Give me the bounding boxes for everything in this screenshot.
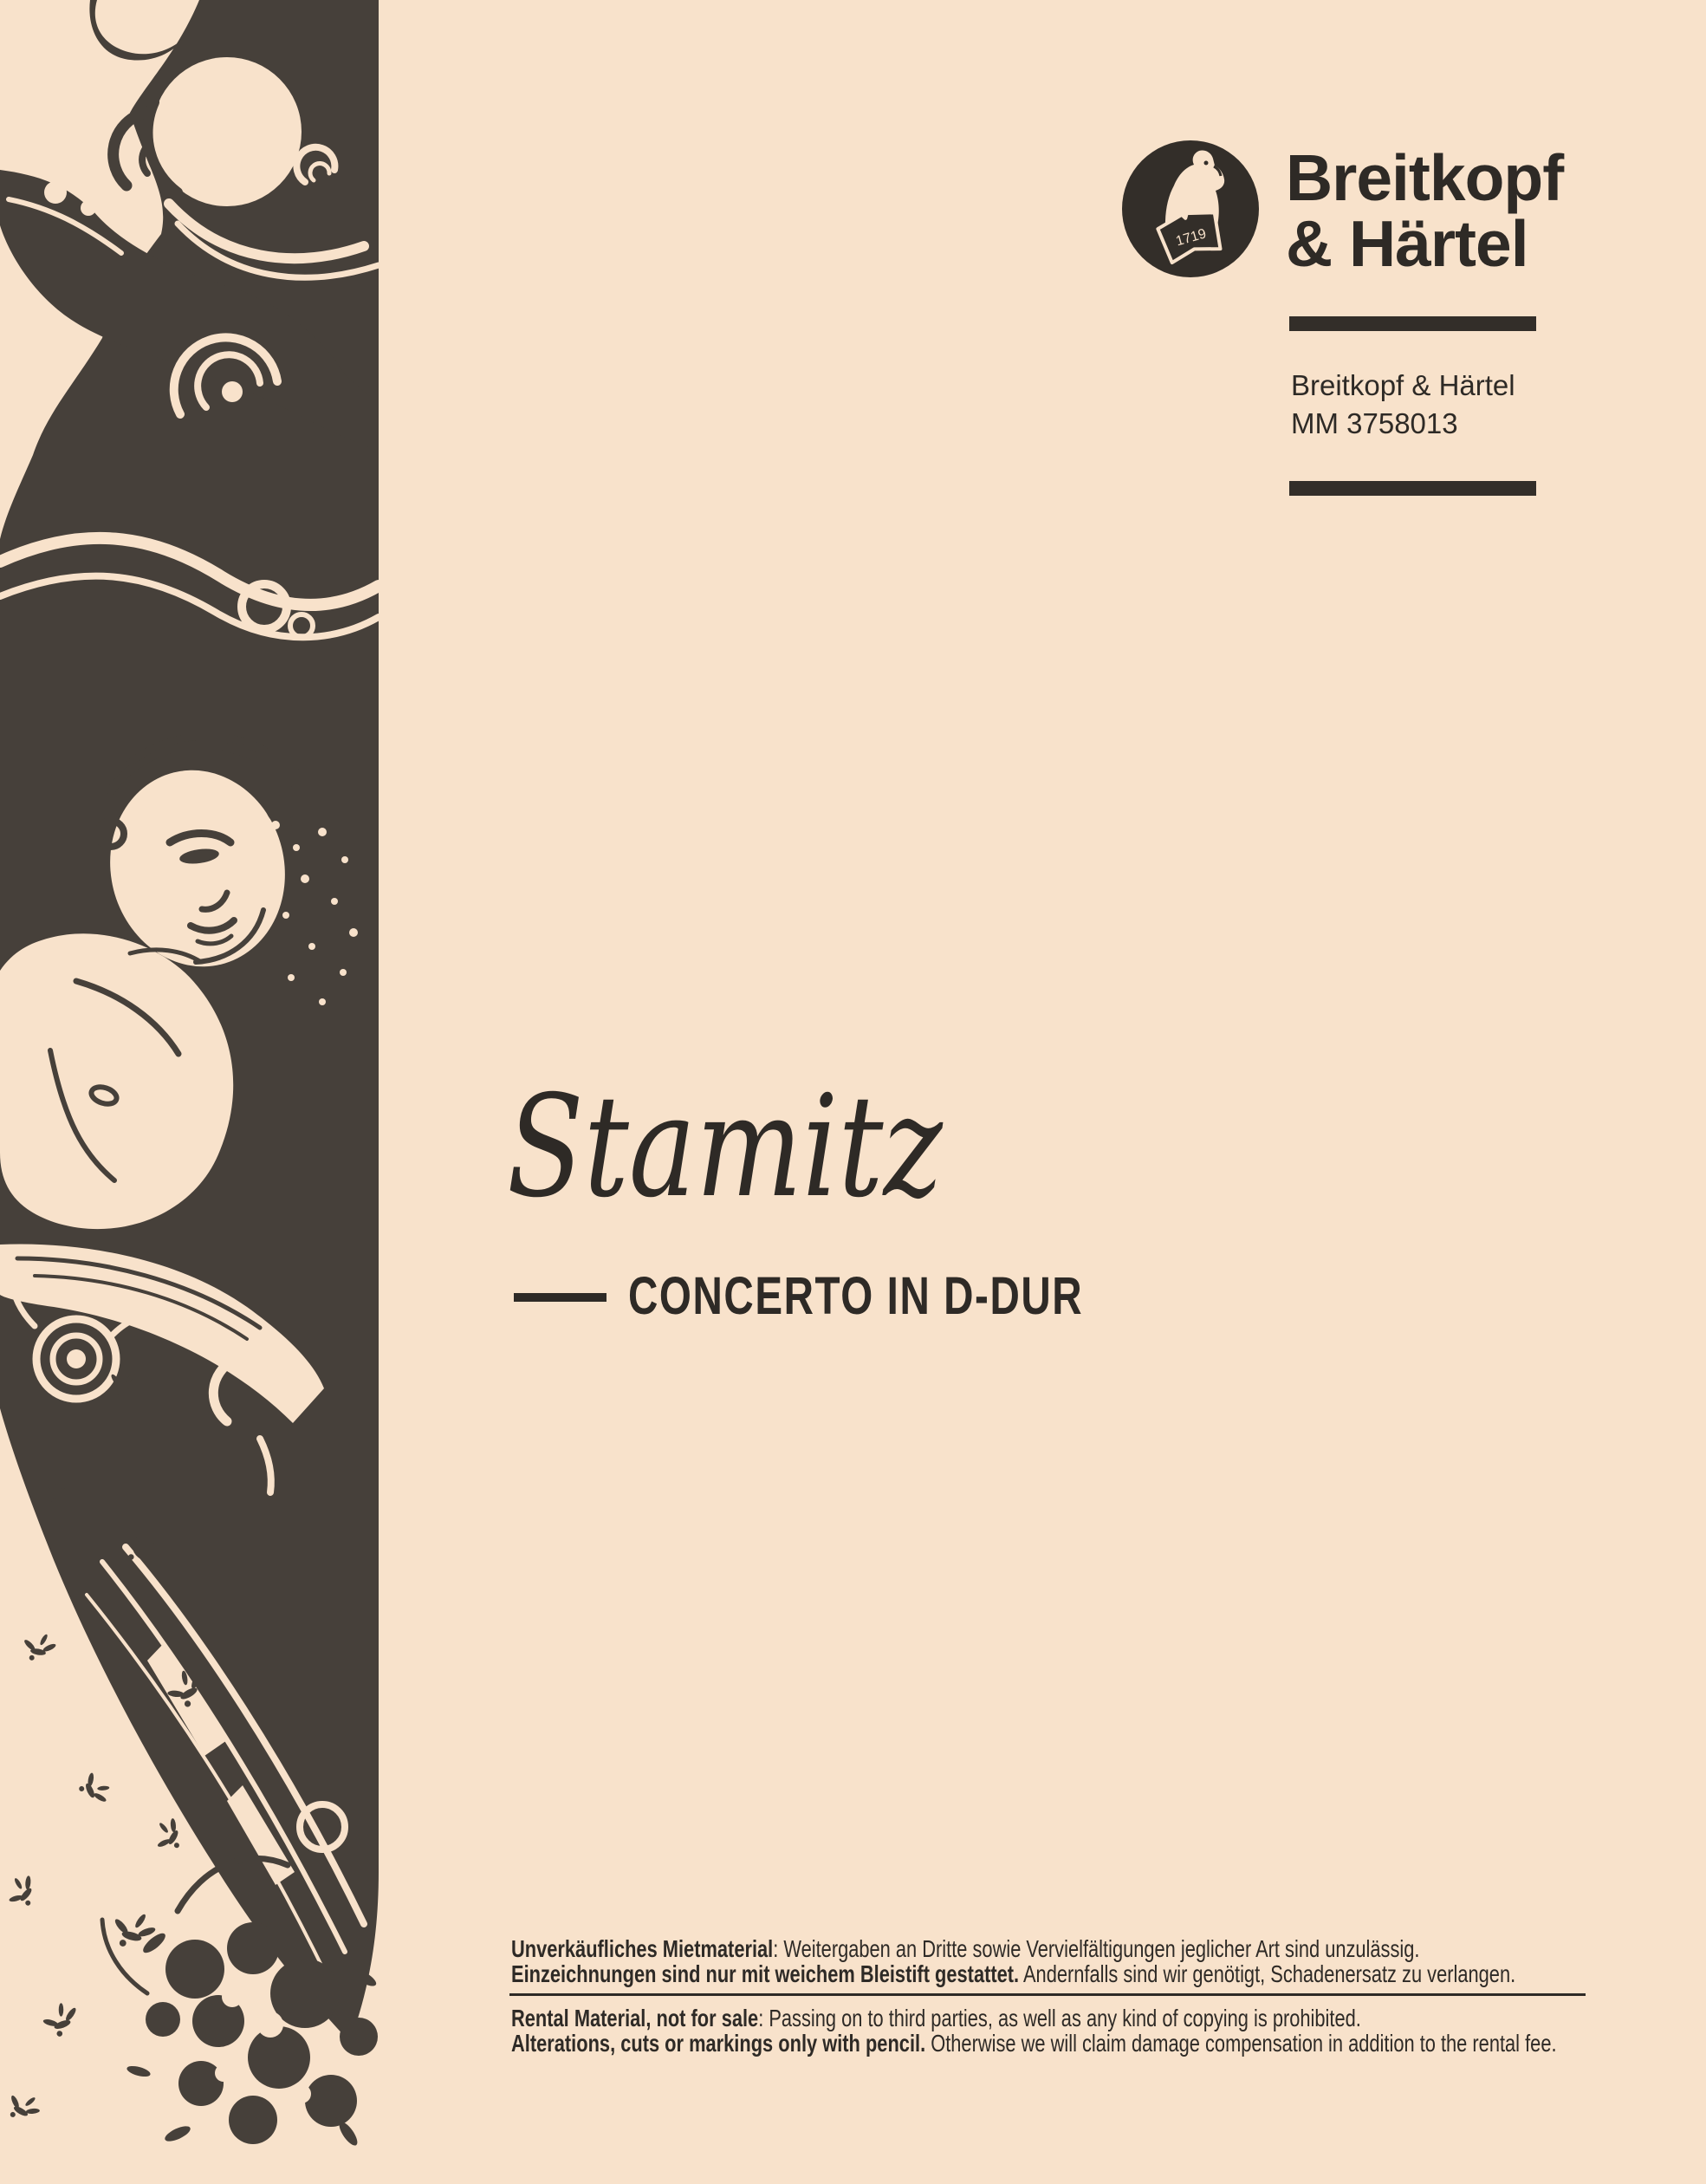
notice-line [511,2031,1557,2056]
divider-bar-bottom [1289,481,1536,496]
baroque-ornament [0,0,381,2184]
notice-rest: : Passing on to third parties, as well as any kind of copying is prohibited. [758,2005,1361,2031]
notice-rest: : Weitergaben an Dritte sowie Vervielfältigungen jeglicher Art sind unzulässig. [773,1935,1420,1962]
composer-title: Stamitz [507,1066,943,1229]
notice-lead: Einzeichnungen sind nur mit weichem Bleistift gestattet. [511,1960,1020,1987]
imprint-block [1291,367,1515,443]
work-title: CONCERTO IN D-DUR [628,1266,1084,1325]
divider-bar-top [1289,316,1536,331]
rental-notice-english [511,2005,1706,2056]
notice-lead: Alterations, cuts or markings only with pencil. [511,2030,926,2057]
notice-divider-rule [509,1993,1586,1996]
logo-year: 1719 [1174,226,1209,250]
logo-wordmark-line1: Breitkopf [1286,141,1564,214]
bear-logo-icon [1122,140,1259,277]
notice-line [511,1961,1515,1986]
imprint-publisher: Breitkopf & Härtel [1291,369,1515,401]
notice-rest: Otherwise we will claim damage compensation in addition to the rental fee. [925,2030,1557,2057]
notice-rest: Andernfalls sind wir genötigt, Schadenersatz zu verlangen. [1019,1960,1516,1987]
title-dash [514,1293,607,1302]
notice-lead: Unverkäufliches Mietmaterial [511,1935,774,1962]
notice-line [511,2005,1557,2031]
rental-notice-german [511,1936,1706,1986]
logo-wordmark-line2: & Härtel [1286,207,1528,280]
notice-line [511,1936,1515,1961]
imprint-catalog-number: MM 3758013 [1291,407,1458,439]
logo-wordmark [1286,141,1564,280]
bear-eye [1204,161,1209,166]
notice-lead: Rental Material, not for sale [511,2005,759,2031]
